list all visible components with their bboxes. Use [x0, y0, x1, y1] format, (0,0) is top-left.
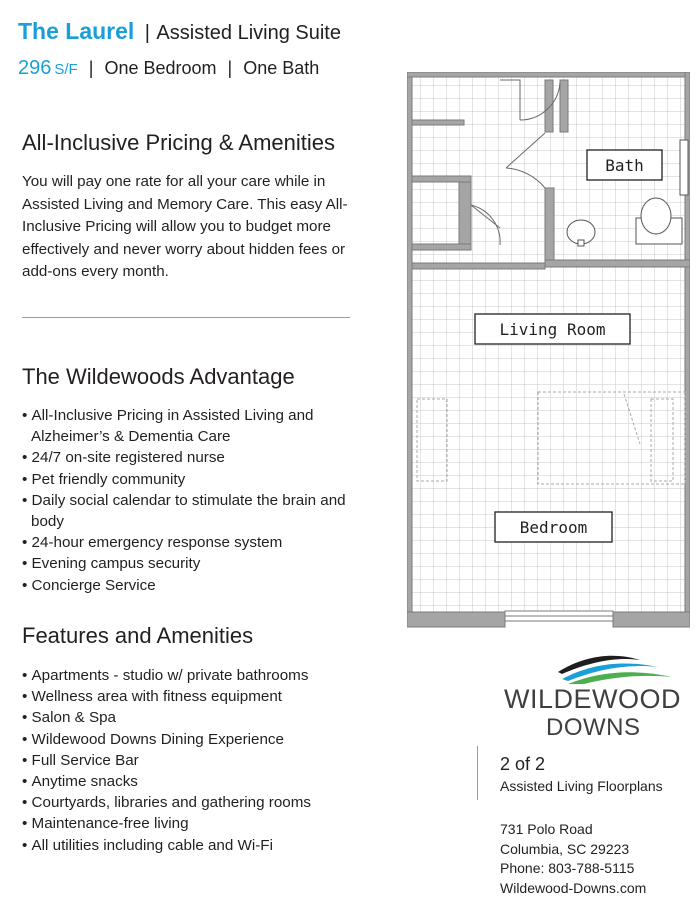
square-footage-unit: S/F: [54, 61, 78, 78]
bedroom-count: One Bedroom: [104, 58, 217, 78]
address-line1: 731 Polo Road: [500, 821, 593, 837]
wildewood-downs-logo: [500, 652, 685, 747]
list-item: • Maintenance-free living: [22, 813, 362, 834]
list-item: • 24-hour emergency response system: [22, 532, 362, 553]
logo-line1: WILDEWOOD: [504, 684, 681, 714]
suite-type: Assisted Living Suite: [156, 22, 341, 44]
list-item: • Full Service Bar: [22, 750, 362, 771]
footer-divider: [477, 746, 478, 800]
logo-line2: DOWNS: [546, 714, 641, 741]
phone-number: Phone: 803-788-5115: [500, 860, 635, 876]
website: Wildewood-Downs.com: [500, 879, 647, 896]
page-caption: Assisted Living Floorplans: [500, 778, 663, 794]
page-number: 2 of 2: [500, 754, 546, 774]
list-item: • Salon & Spa: [22, 707, 362, 728]
features-heading: Features and Amenities: [22, 623, 254, 648]
logo-swoosh-icon: [500, 652, 685, 684]
pricing-description: You will pay one rate for all your care while in Assisted Living and Memory Care. This easy All-Inclusive Pricing will allow you to budget more effectively and never worry about hidden fees or add-ons every month.: [22, 173, 348, 280]
room-label-bedroom: [495, 512, 612, 542]
list-item: • Evening campus security: [22, 553, 362, 574]
window: [505, 611, 613, 621]
suite-name: The Laurel: [18, 18, 135, 44]
list-item: • Courtyards, libraries and gathering rooms: [22, 792, 362, 813]
room-label-bath: [587, 150, 662, 180]
list-item: • Anytime snacks: [22, 771, 362, 792]
section-divider: [22, 317, 350, 318]
contact-block: [500, 820, 646, 898]
room-label-bath-text: Bath: [605, 156, 644, 175]
list-item: • Daily social calendar to stimulate the brain and body: [22, 490, 362, 532]
title-separator: |: [144, 22, 150, 44]
advantage-list: [22, 405, 362, 596]
features-list: [22, 665, 362, 856]
address-line2: Columbia, SC 29223: [500, 840, 630, 857]
list-item: • Apartments - studio w/ private bathrooms: [22, 665, 362, 686]
title-line: [18, 18, 341, 45]
room-label-bedroom-text: Bedroom: [519, 518, 588, 537]
list-item: • Concierge Service: [22, 575, 362, 596]
spec-separator: |: [227, 58, 233, 78]
spec-separator: |: [88, 58, 94, 78]
list-item: • Pet friendly community: [22, 469, 362, 490]
list-item: • All-Inclusive Pricing in Assisted Living and Alzheimer’s & Dementia Care: [22, 405, 362, 447]
list-item: • All utilities including cable and Wi-Fi: [22, 835, 362, 856]
room-label-living: [475, 314, 630, 344]
pricing-heading: All-Inclusive Pricing & Amenities: [22, 130, 336, 155]
bathroom-count: One Bath: [243, 58, 320, 78]
list-item: • Wildewood Downs Dining Experience: [22, 729, 362, 750]
room-label-living-text: Living Room: [499, 320, 606, 339]
list-item: • 24/7 on-site registered nurse: [22, 447, 362, 468]
suite-specs: [18, 57, 319, 80]
floorplan: [407, 72, 690, 630]
advantage-heading: The Wildewoods Advantage: [22, 364, 295, 389]
list-item: • Wellness area with fitness equipment: [22, 686, 362, 707]
square-footage: 296: [18, 57, 52, 79]
